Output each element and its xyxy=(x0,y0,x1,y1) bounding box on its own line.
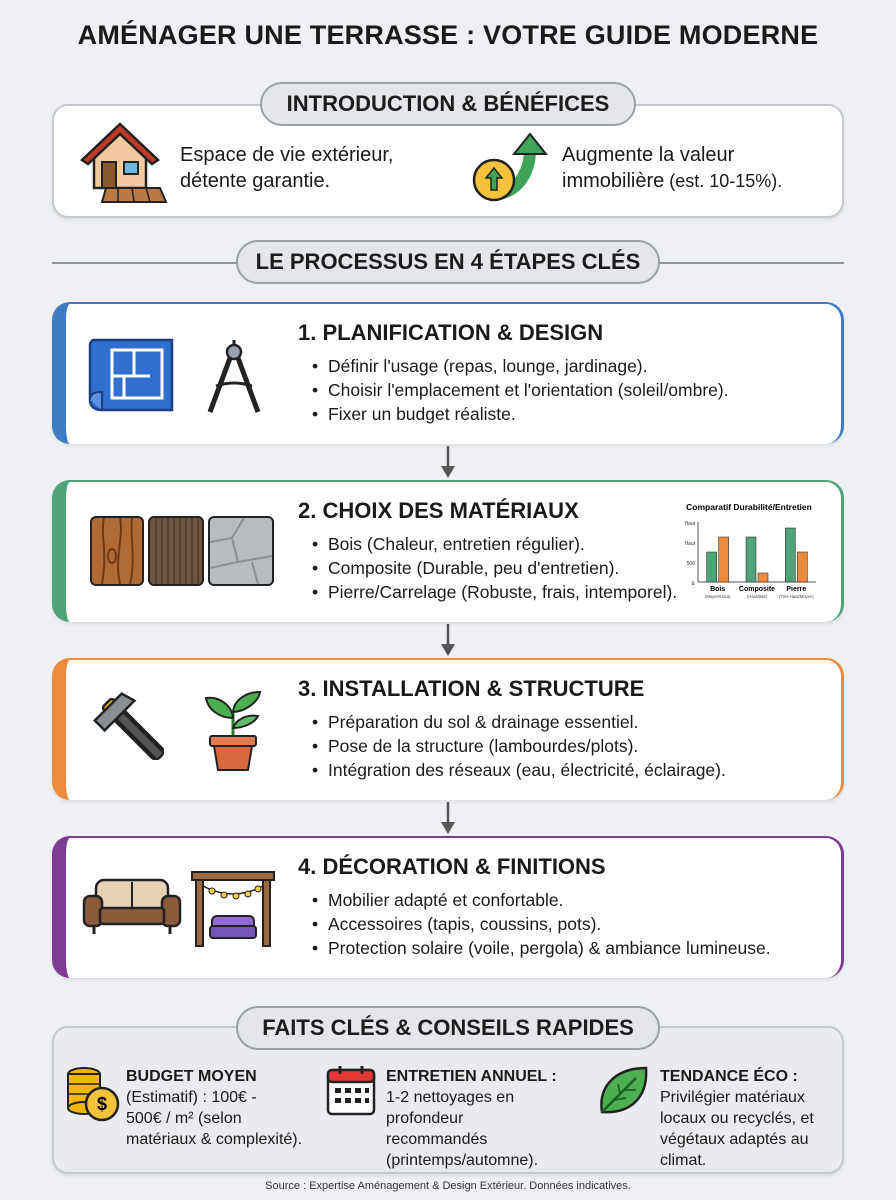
chart-bar xyxy=(746,537,756,582)
sofa-icon xyxy=(82,876,182,936)
step-bullets: • Définir l'usage (repas, lounge, jardinage). • Choisir l'emplacement et l'orientation (soleil/ombre). • Fixer un budget réaliste. xyxy=(328,354,729,426)
step-bullets: • Bois (Chaleur, entretien régulier). • Composite (Durable, peu d'entretien). • Pierre/Carrelage (Robuste, frais, intemporel). xyxy=(328,532,677,604)
chart-category-note: (Moyen/Haut) xyxy=(704,594,731,599)
compass-icon xyxy=(204,338,264,416)
stone-swatch-icon xyxy=(208,516,274,586)
chart-tick-label: 506 xyxy=(686,561,695,567)
chart-bar xyxy=(719,537,729,582)
fact-entretien: ENTRETIEN ANNUEL : 1-2 nettoyages en profondeur recommandés (printemps/automne). xyxy=(386,1068,557,1169)
source-note: Source : Expertise Aménagement & Design Extérieur. Données indicatives. xyxy=(265,1180,631,1192)
chart-bar xyxy=(758,573,768,582)
chart-category-label: Composite xyxy=(738,586,776,593)
chart-bar xyxy=(785,528,795,582)
divider-left xyxy=(52,262,242,264)
chart-category-label: Bois xyxy=(710,586,726,593)
materials-chart xyxy=(676,496,822,626)
step-title: 3. INSTALLATION & STRUCTURE xyxy=(298,676,645,701)
step-title: 2. CHOIX DES MATÉRIAUX xyxy=(298,498,579,523)
pergola-icon xyxy=(190,866,276,948)
chart-bar xyxy=(707,552,717,582)
divider-right xyxy=(654,262,844,264)
chart-tick-label: & xyxy=(691,581,695,587)
page-title: AMÉNAGER UNE TERRASSE : VOTRE GUIDE MODERNE xyxy=(77,20,819,50)
chart-title: Comparatif Durabilité/Entretien xyxy=(686,502,812,512)
calendar-icon xyxy=(326,1064,376,1116)
chart-category-label: Pierre xyxy=(786,586,807,593)
chart-bar xyxy=(797,552,807,582)
chart-tick-label: Haut xyxy=(684,541,695,547)
value-up-icon xyxy=(470,132,550,204)
wood-swatch-icon xyxy=(90,516,144,586)
chart-tick-label: Haut xyxy=(684,521,695,527)
fact-eco: TENDANCE ÉCO : Privilégier matériaux locaux ou recyclés, et végétaux adaptés au climat. xyxy=(660,1068,814,1169)
svg-text:$: $ xyxy=(96,1094,108,1114)
arrow-down-icon xyxy=(441,624,455,656)
step-title: 1. PLANIFICATION & DESIGN xyxy=(298,320,604,345)
plant-pot-icon xyxy=(202,688,264,772)
house-deck-icon xyxy=(76,122,166,204)
step-bullets: • Préparation du sol & drainage essentiel. • Pose de la structure (lambourdes/plots). • Intégration des réseaux (eau, électricité, éclairage). xyxy=(328,710,726,782)
leaf-icon xyxy=(596,1064,650,1118)
step-bullets: • Mobilier adapté et confortable. • Accessoires (tapis, coussins, pots). • Protection solaire (voile, pergola) & ambiance lumineuse. xyxy=(328,888,771,960)
arrow-down-icon xyxy=(441,802,455,834)
process-heading: LE PROCESSUS EN 4 ÉTAPES CLÉS xyxy=(236,240,660,284)
step-title: 4. DÉCORATION & FINITIONS xyxy=(298,854,606,879)
coins-icon xyxy=(66,1064,120,1122)
intro-heading: INTRODUCTION & BÉNÉFICES xyxy=(260,82,636,126)
composite-swatch-icon xyxy=(148,516,204,586)
fact-budget: BUDGET MOYEN (Estimatif) : 100€ - 500€ / m² (selon matériaux & complexité). xyxy=(126,1068,303,1148)
chart-category-note: (Très Haut/Moyen) xyxy=(778,594,814,599)
chart-category-note: (Haut/Bas) xyxy=(746,594,768,599)
intro-item-1: Espace de vie extérieur, détente garantie. xyxy=(180,144,394,192)
blueprint-icon xyxy=(88,334,174,412)
facts-heading: FAITS CLÉS & CONSEILS RAPIDES xyxy=(236,1006,660,1050)
intro-item-2: Augmente la valeur immobilière (est. 10-15%). xyxy=(562,144,783,192)
hammer-level-icon xyxy=(90,686,176,772)
arrow-down-icon xyxy=(441,446,455,478)
